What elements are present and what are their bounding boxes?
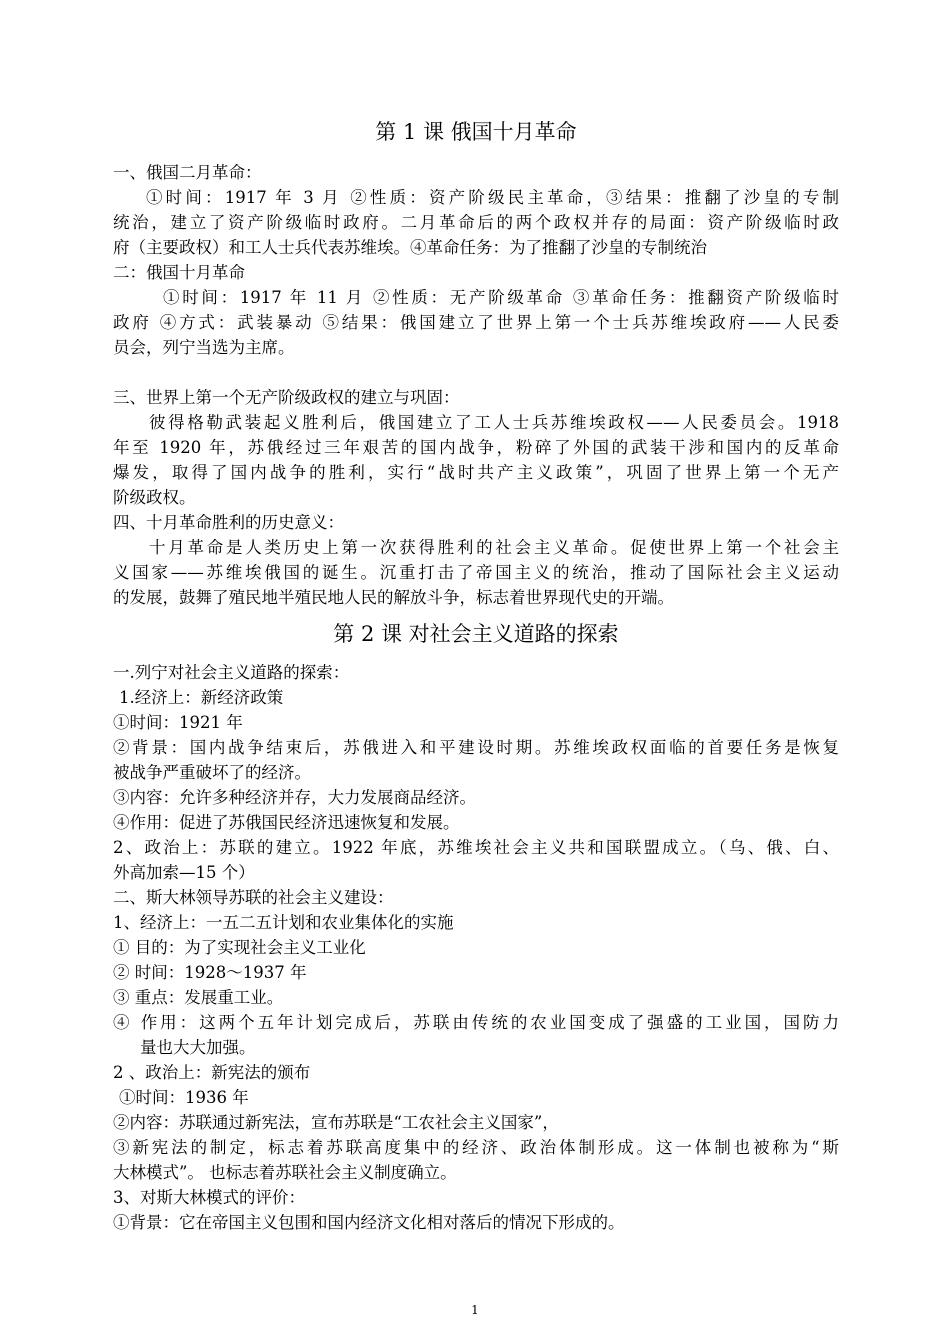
paragraph-line: 阶级政权。 — [113, 488, 196, 507]
list-item-continuation: 大林模式”。 也标志着苏联社会主义制度确立。 — [113, 1163, 457, 1182]
paragraph-line: ②背景：国内战争结束后，苏俄进入和平建设时期。苏维埃政权面临的首要任务是恢复 — [113, 738, 839, 757]
paragraph-line: 十月革命是人类历史上第一次获得胜利的社会主义革命。促使世界上第一个社会主 — [149, 538, 839, 557]
paragraph-line: 2、政治上：苏联的建立。1922 年底，苏维埃社会主义共和国联盟成立。（乌、俄、白、 — [113, 838, 839, 857]
paragraph-line: 外高加索—15 个） — [113, 863, 255, 882]
paragraph-line: ①时间：1921 年 — [113, 713, 243, 732]
subsection-heading: 1、经济上：一五二五计划和农业集体化的实施 — [113, 913, 454, 932]
paragraph-line: 员会，列宁当选为主席。 — [113, 338, 295, 357]
paragraph-line: ③内容：允许多种经济并存，大力发展商品经济。 — [113, 788, 476, 807]
section-heading: 一.列宁对社会主义道路的探索： — [113, 663, 350, 682]
paragraph-line: ①时间：1917 年 3 月 ②性质：资产阶级民主革命，③结果：推翻了沙皇的专制 — [146, 188, 839, 207]
paragraph-line: 年至 1920 年，苏俄经过三年艰苦的国内战争，粉碎了外国的武装干涉和国内的反革命 — [113, 438, 839, 457]
list-item: ②内容：苏联通过新宪法，宣布苏联是“工农社会主义国家”， — [113, 1113, 559, 1132]
paragraph-line: 被战争严重破坏了的经济。 — [113, 763, 311, 782]
lesson1-title: 第 1 课 俄国十月革命 — [375, 120, 577, 144]
list-item: ③ 重点：发展重工业。 — [113, 988, 284, 1007]
subsection-heading: 1.经济上：新经济政策 — [119, 688, 284, 707]
paragraph-line: ④作用：促进了苏俄国民经济迅速恢复和发展。 — [113, 813, 460, 832]
paragraph-line: 彼得格勒武装起义胜利后，俄国建立了工人士兵苏维埃政权——人民委员会。1918 — [149, 413, 839, 432]
list-item: ①时间：1936 年 — [119, 1088, 249, 1107]
paragraph-line: 府（主要政权）和工人士兵代表苏维埃。④革命任务：为了推翻了沙皇的专制统治 — [113, 238, 707, 257]
paragraph-line: 爆发，取得了国内战争的胜利，实行“战时共产主义政策”，巩固了世界上第一个无产 — [113, 463, 839, 482]
list-item: ② 时间：1928～1937 年 — [113, 963, 307, 982]
list-item: ① 目的：为了实现社会主义工业化 — [113, 938, 366, 957]
paragraph-line: 统治，建立了资产阶级临时政府。二月革命后的两个政权并存的局面：资产阶级临时政 — [113, 213, 839, 232]
list-item: ③新宪法的制定，标志着苏联高度集中的经济、政治体制形成。这一体制也被称为“斯 — [113, 1138, 839, 1157]
section-heading: 二：俄国十月革命 — [113, 263, 245, 282]
section-heading: 三、世界上第一个无产阶级政权的建立与巩固： — [113, 388, 460, 407]
section-heading: 一、俄国二月革命： — [113, 163, 262, 182]
paragraph-line: 义国家——苏维埃俄国的诞生。沉重打击了帝国主义的统治，推动了国际社会主义运动 — [113, 563, 839, 582]
paragraph-line: ①时间：1917 年 11 月 ②性质：无产阶级革命 ③革命任务：推翻资产阶级临时 — [163, 288, 839, 307]
section-heading: 二、斯大林领导苏联的社会主义建设： — [113, 888, 394, 907]
page-number: 1 — [471, 1303, 479, 1317]
paragraph-line: 政府 ④方式：武装暴动 ⑤结果：俄国建立了世界上第一个士兵苏维埃政府——人民委 — [113, 313, 839, 332]
subsection-heading: 3、对斯大林模式的评价： — [113, 1188, 305, 1207]
lesson2-title: 第 2 课 对社会主义道路的探索 — [333, 622, 619, 646]
section-heading: 四、十月革命胜利的历史意义： — [113, 513, 344, 532]
list-item: ①背景：它在帝国主义包围和国内经济文化相对落后的情况下形成的。 — [113, 1213, 625, 1232]
list-item-continuation: 量也大大加强。 — [140, 1038, 256, 1057]
paragraph-line: 的发展，鼓舞了殖民地半殖民地人民的解放斗争，标志着世界现代史的开端。 — [113, 588, 674, 607]
subsection-heading: 2 、政治上：新宪法的颁布 — [113, 1063, 311, 1082]
list-item: ④ 作用：这两个五年计划完成后，苏联由传统的农业国变成了强盛的工业国，国防力 — [113, 1013, 839, 1032]
